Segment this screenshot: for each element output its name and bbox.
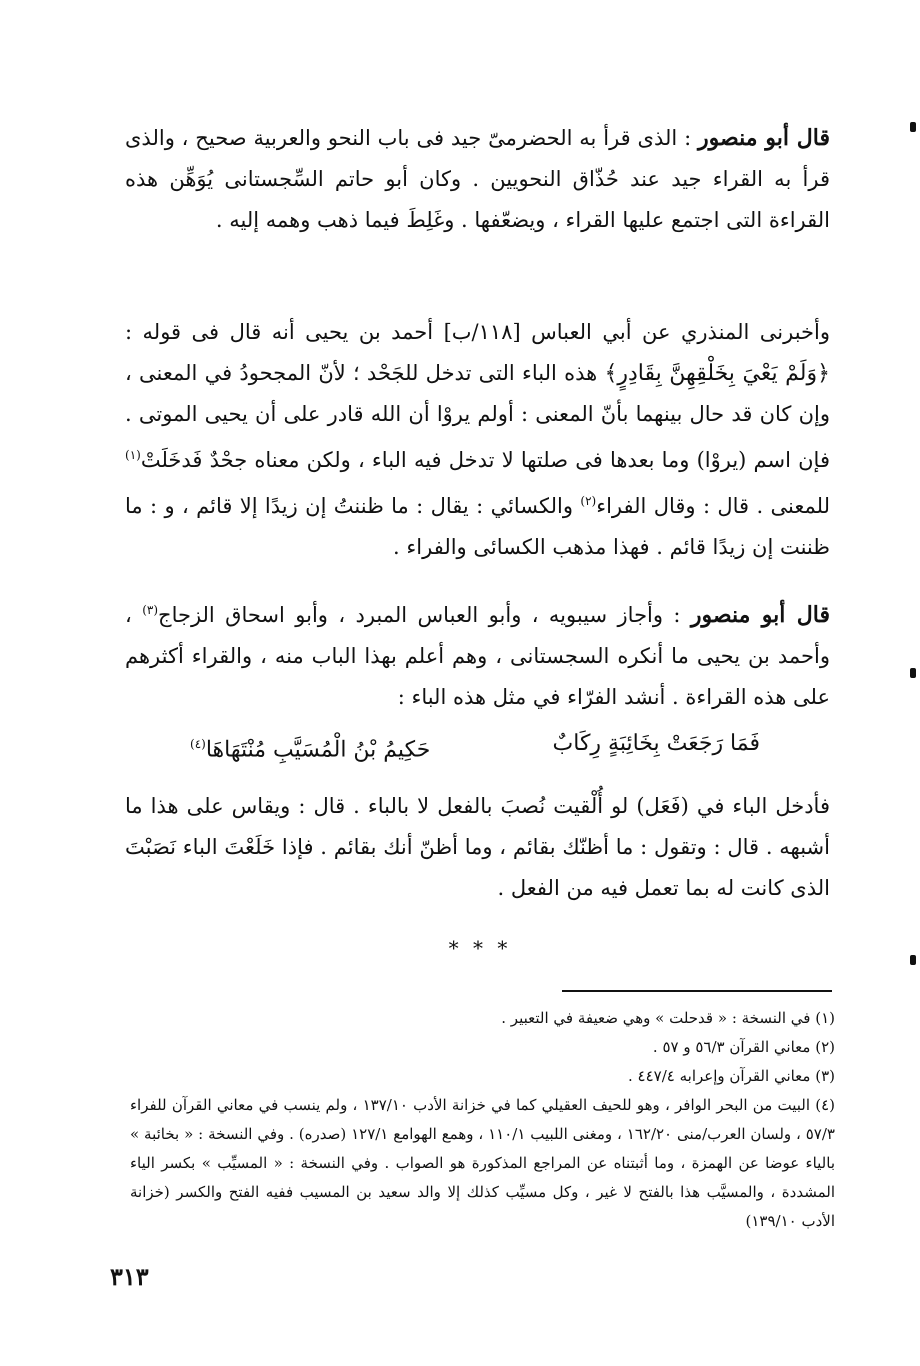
page-number: ٣١٣ [110, 1262, 149, 1291]
footnote-rule [562, 990, 832, 992]
verse-second-hemistich [190, 724, 430, 770]
paragraph-lead: قال أبو منصور [698, 125, 830, 151]
paragraph-3 [125, 590, 830, 718]
paragraph-text: للمعنى . قال : وقال الفراء [596, 494, 830, 518]
paragraph-text: : الذى قرأ به الحضرمىّ جيد فى باب النحو والعربية صحيح ، والذى قرأ به القراء جيد عند حُذّاق النحويين . وكان أبو حاتم السِّجستانى يُوَهِّن هذه القراءة التى اجتمع عليها القراء ، ويضعّفها . وغَلِطَ فيما ذهب وهمه إليه . [125, 126, 830, 232]
paragraph-text: والكسائي : يقال : ما ظننتُ إن زيدًا إلا قائم ، و : ما ظننت إن زيدًا قائم . فهذا مذهب الكسائى والفراء . [125, 494, 830, 559]
footnote-ref[interactable]: (١) [125, 448, 141, 462]
paragraph-4 [125, 786, 830, 909]
verse-first-hemistich: فَمَا رَجَعَتْ بِخَائِبَةٍ رِكَابٌ [552, 731, 760, 756]
footnote-ref[interactable]: (٢) [580, 494, 597, 508]
footnote-item: (٢) معاني القرآن ٥٦/٣ و ٥٧ . [652, 1038, 835, 1056]
footnote-ref[interactable]: (٤) [190, 737, 206, 751]
paragraph-text: فأدخل الباء في (فَعَل) لو أُلْقيت نُصبَ بالفعل لا بالباء . قال : ويقاس على هذا ما أشبهه . قال : وتقول : ما أظنّك بقائم ، وما أظنّ أنك بقائم . فإذا خَلَعْتَ الباء نَصَبْتَ الذى كانت له بما تعمل فيه من الفعل . [125, 794, 830, 900]
quran-verse: ﴿وَلَمْ يَعْيَ بِخَلْقِهِنَّ بِقَادِرٍ﴾ [604, 361, 830, 386]
margin-mark [910, 122, 916, 132]
footnote-item: (٣) معاني القرآن وإعرابه ٤٤٧/٤ . [628, 1067, 835, 1085]
footnote-item: (١) في النسخة : « قدحلت » وهي ضعيفة في التعبير . [501, 1009, 835, 1027]
paragraph-text: : وأجاز سيبويه ، وأبو العباس المبرد ، وأبو اسحاق الزجاج [158, 603, 681, 627]
margin-mark [910, 955, 916, 965]
paragraph-text: هذه الباء التى تدخل للجَحْد ؛ لأنّ المجحودُ في المعنى ، وإن كان قد حال بينهما بأنّ المعنى : أولم يروْا أن الله قادر على أن يحيى الموتى . فإن اسم (يروْا) وما بعدها فى صلتها لا تدخل فيه الباء ، ولكن معناه جحْدٌ فَدخَلَتْ [125, 361, 830, 472]
footnote-item: (٤) البيت من البحر الوافر ، وهو للحيف العقيلي كما في خزانة الأدب ١٣٧/١٠ ، ولم ينسب في معاني القرآن للفراء ٥٧/٣ ، ولسان العرب/منى ١٦٢/٢٠ ، ومغنى اللبيب ١١٠/١ ، وهمع الهوامع ١٢٧/١ (صدره) . وفي النسخة : « بخائبة » بالياء عوضا عن الهمزة ، وما أثبتناه عن المراجع المذكورة هو الصواب . وفي النسخة : « المسيِّب » بكسر الياء المشددة ، والمسيَّب هذا بالفتح لا غير ، وكل مسيِّب كذلك إلا والد سعيد بن المسيب ففيه الفتح والكسر (خزانة الأدب ١٣٩/١٠) [130, 1096, 835, 1230]
poetry-verse [190, 724, 760, 770]
paragraph-lead: قال أبو منصور [690, 602, 830, 628]
section-separator: * * * [448, 936, 512, 960]
paragraph-2 [125, 312, 830, 568]
footnotes [130, 1004, 835, 1236]
verse-second-text: حَكِيمُ بْنُ الْمُسَيَّبِ مُنْتَهَاهَا [205, 737, 431, 763]
footnote-ref[interactable]: (٣) [142, 603, 159, 617]
paragraph-1 [125, 118, 830, 241]
margin-mark [910, 668, 916, 678]
paragraph-text: وأخبرنى المنذري عن أبي العباس [١١٨/ب] أحمد بن يحيى أنه قال فى قوله : [125, 320, 830, 344]
paragraph-text: ، وأحمد بن يحيى ما أنكره السجستانى ، وهم أعلم بهذا الباب منه ، والقراء أكثرهم على هذه القراءة . أنشد الفرّاء في مثل هذه الباء : [125, 603, 830, 709]
